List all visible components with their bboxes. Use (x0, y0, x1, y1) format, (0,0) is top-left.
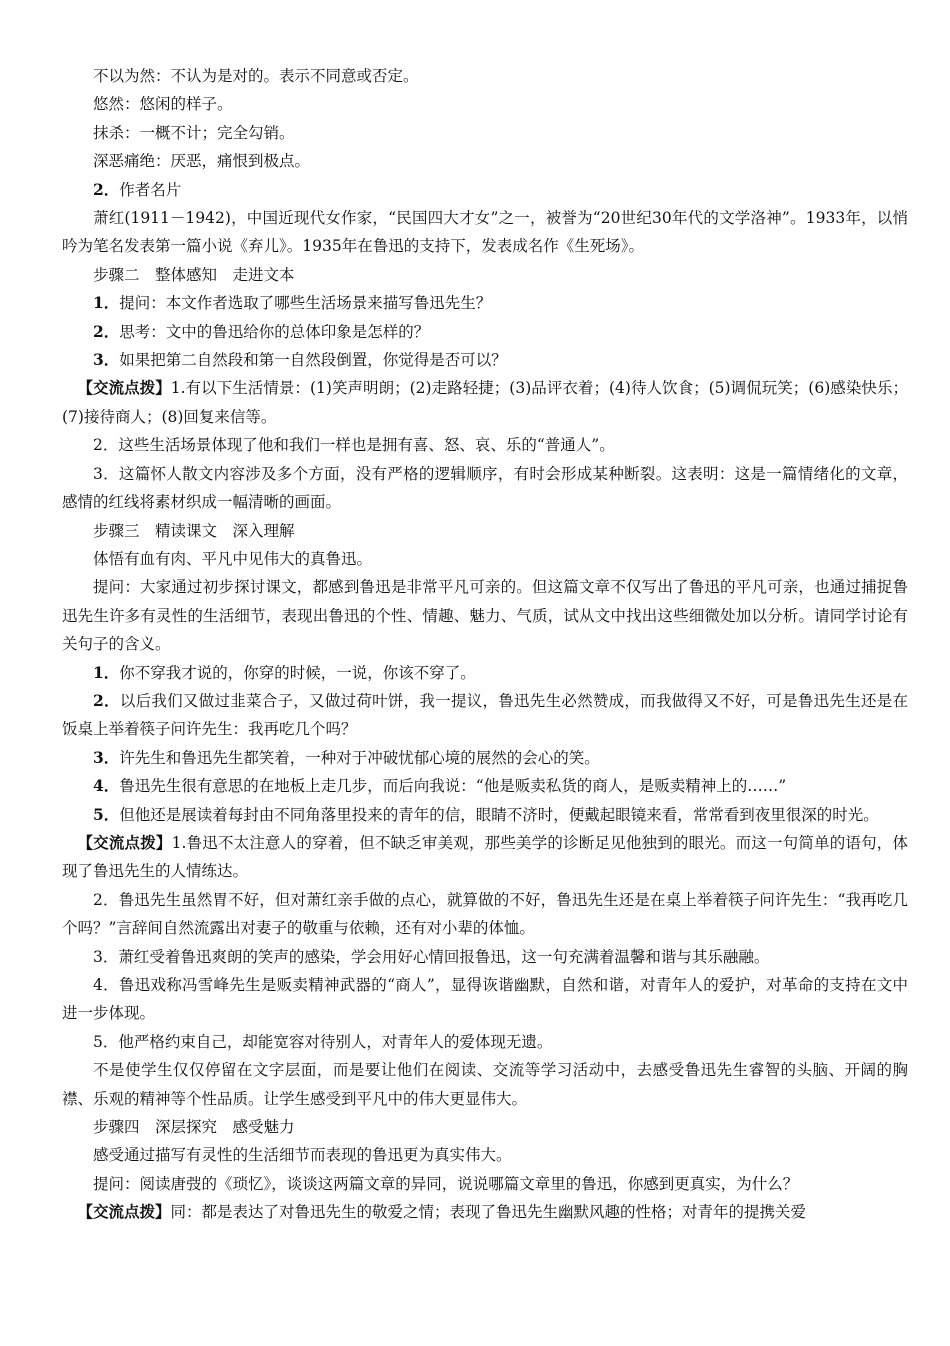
paragraph (62, 460, 908, 517)
paragraph (62, 1113, 908, 1141)
paragraph-text: 不是使学生仅仅停留在文字层面，而是要让他们在阅读、交流等学习活动中，去感受鲁迅先生睿智的头脑、开阔的胸襟、乐观的精神等个性品质。让学生感受到平凡中的伟大更显伟大。 (62, 1061, 908, 1108)
paragraph-text: 3．萧红受着鲁迅爽朗的笑声的感染，学会用好心情回报鲁迅，这一句充满着温馨和谐与其乐融融。 (93, 947, 770, 966)
item-number: 2． (93, 179, 120, 199)
item-number: 3． (93, 747, 120, 767)
paragraph-text: 2．鲁迅先生虽然胃不好，但对萧红亲手做的点心，就算做的不好，鲁迅先生还是在桌上举着筷子问许先生：“我再吃几个吗？”言辞间自然流露出对妻子的敬重与依赖，还有对小辈的体恤。 (62, 890, 908, 938)
paragraph-text: 2．这些生活场景体现了他和我们一样也是拥有喜、怒、哀、乐的“普通人”。 (93, 436, 615, 455)
paragraph (62, 687, 908, 744)
paragraph (62, 176, 908, 204)
paragraph (62, 147, 908, 175)
paragraph-text: 萧红(1911－1942)，中国近现代女作家，“民国四大才女”之一，被誉为“20世纪30年代的文学洛神”。1933年，以悄吟为笔名发表第一篇小说《弃儿》。1935年在鲁迅的支持下，发表成名作《生死场》。 (62, 209, 908, 256)
paragraph (62, 744, 908, 772)
paragraph (62, 801, 908, 829)
discussion-tag: 【交流点拨】 (77, 378, 171, 398)
paragraph-text: 许先生和鲁迅先生都笑着，一种对于冲破忧郁心境的展然的会心的笑。 (119, 748, 600, 767)
paragraph (62, 62, 908, 90)
paragraph-text: 体悟有血有肉、平凡中见伟大的真鲁迅。 (93, 549, 373, 568)
paragraph-text: 步骤三 精读课文 深入理解 (93, 521, 295, 540)
paragraph (62, 545, 908, 573)
paragraph (62, 346, 908, 374)
paragraph-text: 提问：本文作者选取了哪些生活场景来描写鲁迅先生？ (119, 294, 492, 313)
paragraph (62, 261, 908, 289)
paragraph (62, 119, 908, 147)
item-number: 2． (93, 321, 120, 341)
paragraph-text: 5．他严格约束自己，却能宽容对待别人，对青年人的爱体现无遗。 (93, 1032, 553, 1051)
paragraph-text: 不以为然：不认为是对的。表示不同意或否定。 (93, 67, 419, 85)
item-number: 3． (93, 350, 120, 370)
paragraph-text: 鲁迅先生很有意思的在地板上走几步，而后向我说：“他是贩卖私货的商人，是贩卖精神上的……” (119, 777, 787, 796)
paragraph-text: 感受通过描写有灵性的生活细节而表现的鲁迅更为真实伟大。 (93, 1146, 512, 1165)
document-body (62, 62, 908, 1227)
paragraph-text: 悠然：悠闲的样子。 (93, 95, 233, 114)
paragraph (62, 289, 908, 317)
paragraph (62, 431, 908, 459)
paragraph-text: 同：都是表达了对鲁迅先生的敬爱之情；表现了鲁迅先生幽默风趣的性格；对青年的提携关爱 (170, 1203, 807, 1222)
item-number: 2． (93, 690, 120, 710)
paragraph-text: 3．这篇怀人散文内容涉及多个方面，没有严格的逻辑顺序，有时会形成某种断裂。这表明：这是一篇情绪化的文章，感情的红线将素材织成一幅清晰的画面。 (62, 464, 908, 512)
paragraph (62, 971, 908, 1028)
paragraph (62, 886, 908, 943)
paragraph (62, 659, 908, 687)
paragraph-text: 如果把第二自然段和第一自然段倒置，你觉得是否可以？ (119, 351, 507, 370)
paragraph (62, 772, 908, 800)
item-number: 1． (93, 662, 120, 682)
paragraph (62, 1141, 908, 1169)
paragraph-text: 但他还是展读着每封由不同角落里投来的青年的信，眼睛不济时，便戴起眼镜来看，常常看到夜里很深的时光。 (119, 805, 879, 824)
paragraph (62, 1056, 908, 1113)
paragraph (62, 517, 908, 545)
paragraph (62, 1028, 908, 1056)
paragraph-text: 以后我们又做过韭菜合子，又做过荷叶饼，我一提议，鲁迅先生必然赞成，而我做得又不好，可是鲁迅先生还是在饭桌上举着筷子问许先生：我再吃几个吗？ (62, 691, 908, 739)
paragraph (62, 204, 908, 261)
paragraph-text: 你不穿我才说的，你穿的时候，一说，你该不穿了。 (119, 663, 476, 682)
paragraph (62, 1198, 908, 1226)
paragraph-text: 1.鲁迅不太注意人的穿着，但不缺乏审美观，那些美学的诊断足见他独到的眼光。而这一句简单的语句，体现了鲁迅先生的人情练达。 (62, 833, 908, 881)
paragraph-text: 思考：文中的鲁迅给你的总体印象是怎样的？ (119, 322, 430, 341)
item-number: 5． (93, 804, 120, 824)
paragraph (62, 573, 908, 658)
discussion-tag: 【交流点拨】 (77, 832, 172, 852)
paragraph (62, 90, 908, 118)
item-number: 4． (93, 776, 120, 796)
item-number: 1． (93, 293, 120, 313)
paragraph (62, 829, 908, 886)
paragraph-text: 深恶痛绝：厌恶，痛恨到极点。 (93, 152, 311, 171)
paragraph-text: 步骤二 整体感知 走进文本 (93, 265, 295, 284)
paragraph-text: 抹杀：一概不计；完全勾销。 (93, 123, 295, 142)
paragraph (62, 943, 908, 971)
paragraph-text: 步骤四 深层探究 感受魅力 (93, 1118, 295, 1137)
paragraph (62, 1170, 908, 1198)
paragraph (62, 318, 908, 346)
paragraph (62, 374, 908, 431)
paragraph-text: 4．鲁迅戏称冯雪峰先生是贩卖精神武器的“商人”，显得诙谐幽默，自然和谐，对青年人的爱护，对革命的支持在文中进一步体现。 (62, 976, 908, 1023)
discussion-tag: 【交流点拨】 (77, 1202, 171, 1222)
paragraph-text: 提问：大家通过初步探讨课文，都感到鲁迅是非常平凡可亲的。但这篇文章不仅写出了鲁迅的平凡可亲，也通过捕捉鲁迅先生许多有灵性的生活细节，表现出鲁迅的个性、情趣、魅力、气质，试从文中找出这些细微处加以分析。请同学讨论有关句子的含义。 (62, 578, 908, 654)
paragraph-text: 提问：阅读唐弢的《琐忆》，谈谈这两篇文章的异同，说说哪篇文章里的鲁迅，你感到更真实，为什么？ (93, 1174, 799, 1193)
paragraph-text: 1.有以下生活情景：(1)笑声明朗；(2)走路轻捷；(3)品评衣着；(4)待人饮食；(5)调侃玩笑；(6)感染快乐；(7)接待商人；(8)回复来信等。 (62, 379, 908, 426)
paragraph-text: 作者名片 (119, 180, 182, 199)
